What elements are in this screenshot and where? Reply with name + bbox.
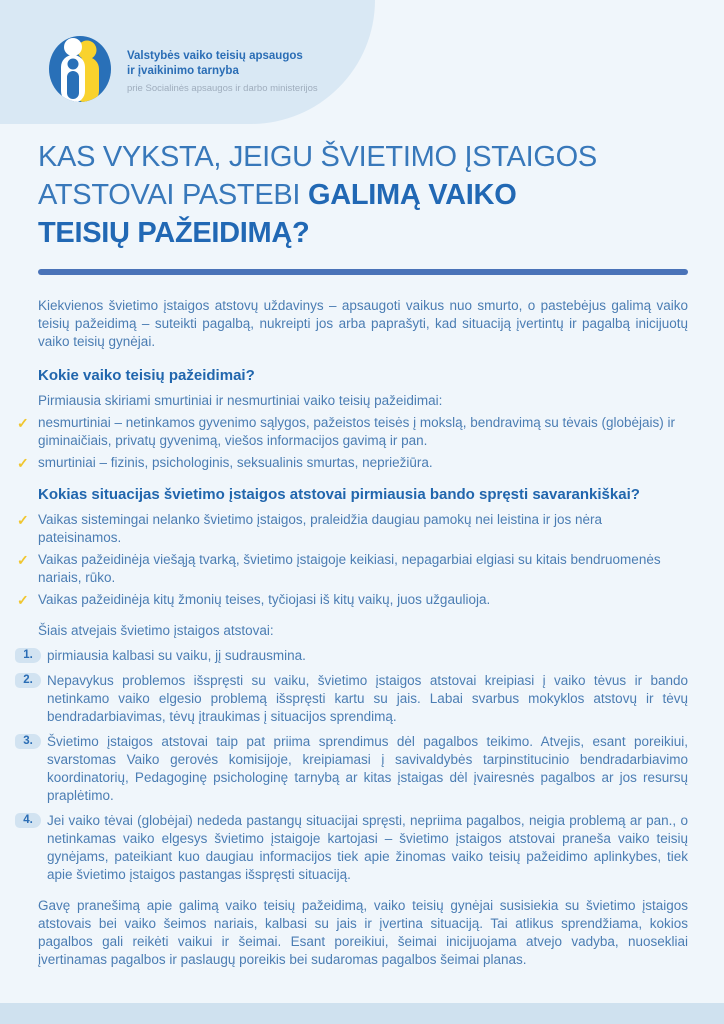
- check-list-item: [17, 591, 688, 609]
- brand-text: [127, 36, 318, 95]
- numbered-item: [23, 672, 688, 726]
- title-line-1: KAS VYKSTA, JEIGU ŠVIETIMO ĮSTAIGOS: [38, 141, 597, 173]
- brand-subtitle: prie Socialinės apsaugos ir darbo ministerijos: [127, 83, 318, 94]
- numbered-item: [23, 812, 688, 884]
- number-badge: 1.: [15, 648, 41, 663]
- check-icon: ✓: [17, 592, 29, 608]
- intro-paragraph: Kiekvienos švietimo įstaigos atstovų uždavinys – apsaugoti vaikus nuo smurto, o pastebėjus galimą vaiko teisių pažeidimą – suteikti pagalbą, nukreipti jos arba paprašyti, kad situaciją įvertintų ir pagalbą inicijuotų vaiko teisių gynėjai.: [38, 298, 688, 349]
- document-content: [17, 138, 688, 969]
- section3-lead: Šiais atvejais švietimo įstaigos atstovai:: [38, 623, 274, 638]
- number-badge: 3.: [15, 734, 41, 749]
- numbered-item: [23, 733, 688, 805]
- check-icon: ✓: [17, 552, 29, 568]
- logo-icon: [48, 36, 112, 102]
- check-icon: ✓: [17, 512, 29, 528]
- check-item-text: Vaikas pažeidinėja viešąją tvarką, švietimo įstaigoje keikiasi, nepagarbiai elgiasi su kitais bendruomenės nariais, rūko.: [38, 552, 661, 585]
- page-title: [38, 138, 688, 252]
- footer-bar: [0, 1003, 724, 1024]
- check-item-text: Vaikas pažeidinėja kitų žmonių teises, tyčiojasi iš kitų vaikų, juos užgaulioja.: [38, 592, 491, 607]
- logo: [48, 36, 318, 102]
- section1-lead: Pirmiausia skiriami smurtiniai ir nesmurtiniai vaiko teisių pažeidimai:: [38, 393, 443, 408]
- outro-paragraph: Gavę pranešimą apie galimą vaiko teisių pažeidimą, vaiko teisių gynėjai susisiekia su švietimo įstaigos atstovais bei vaiko šeimos nariais, kalbasi su jais ir įvertina situaciją. Tai atlikus sprendžiama, kokios pagalbos gali reikėti vaikui ir šeimai. Esant poreikiui, šeimai inicijuojama atvejo vadyba, nuosekliai įvertinamas pagalbos ir paslaugų poreikis bei sudaromas pagalbos šeimai planas.: [38, 898, 688, 967]
- number-badge: 2.: [15, 673, 41, 688]
- check-list-item: [17, 511, 688, 547]
- brand-name-line2: ir įvaikinimo tarnyba: [127, 65, 239, 77]
- check-list-item: [17, 454, 688, 472]
- check-icon: ✓: [17, 415, 29, 431]
- numbered-item: [23, 647, 688, 665]
- title-line-2-regular: ATSTOVAI PASTEBI: [38, 179, 308, 211]
- title-line-2-bold: GALIMĄ VAIKO: [307, 179, 517, 211]
- title-line-2: [38, 176, 688, 214]
- check-item-text: smurtiniai – fizinis, psichologinis, seksualinis smurtas, nepriežiūra.: [38, 455, 433, 470]
- check-list-item: [17, 414, 688, 450]
- check-item-text: Vaikas sistemingai nelanko švietimo įstaigos, praleidžia daugiau pamokų nei leistina ir jos nėra pateisinamos.: [38, 512, 603, 545]
- section1-heading: Kokie vaiko teisių pažeidimai?: [38, 367, 255, 384]
- numbered-item-text: Jei vaiko tėvai (globėjai) nededa pastangų situacijai spręsti, nepriima pagalbos, neigia problemą ar pan., o netinkamas vaiko elgesys švietimo įstaigoje kartojasi – švietimo įstaigos atstovai praneša vaiko teisių gynėjams, pateikiant kuo daugiau informacijos tiek apie žinomas vaiko teisių pažeidimo aplinkybes, tiek apie švietimo įstaigos pastangas išspręsti situaciją.: [47, 813, 688, 882]
- title-line-3: TEISIŲ PAŽEIDIMĄ?: [38, 217, 310, 249]
- check-item-text: nesmurtiniai – netinkamos gyvenimo sąlygos, pažeistos teisės į mokslą, bendravimą su tėvais (globėjais) ir giminaičiais, privatų gyvenimą, viešos informacijos gavimą ir pan.: [38, 415, 676, 448]
- title-divider: [38, 269, 688, 275]
- numbered-item-text: Nepavykus problemos išspręsti su vaiku, švietimo įstaigos atstovai kreipiasi į vaiko tėvus ir bando netinkamo vaiko elgesio problemą išspręsti kartu su jais. Labai svarbus mokyklos atstovų ir tėvų bendradarbiavimas, tėvų įtraukimas į situacijos sprendimą.: [47, 673, 688, 724]
- numbered-item-text: pirmiausia kalbasi su vaiku, jį sudrausmina.: [47, 648, 306, 663]
- check-icon: ✓: [17, 455, 29, 471]
- numbered-item-text: Švietimo įstaigos atstovai taip pat priima sprendimus dėl pagalbos teikimo. Atvejis, esant poreikiui, svarstomas Vaiko gerovės komisijoje, kreipiamasi į savivaldybės tarpinstitucinio bendradarbiavimo koordinatorių, Pedagoginę psichologinę tarnybą ar kitas įstaigas dėl įvairesnės pagalbos ar jos resursų praplėtimo.: [47, 734, 688, 803]
- number-badge: 4.: [15, 813, 41, 828]
- brand-name-line1: Valstybės vaiko teisių apsaugos: [127, 50, 303, 62]
- section2-heading: Kokias situacijas švietimo įstaigos atstovai pirmiausia bando spręsti savarankiškai?: [38, 486, 640, 503]
- check-list-item: [17, 551, 688, 587]
